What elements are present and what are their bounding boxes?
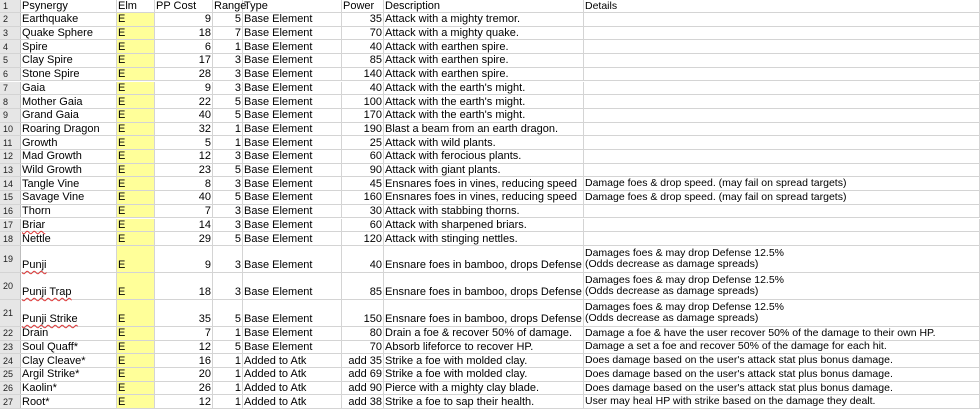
element-cell[interactable]: E: [117, 232, 155, 245]
type-cell[interactable]: Base Element: [243, 150, 342, 163]
details-cell[interactable]: Damage a foe & have the user recover 50% of the damage to their own HP.: [584, 327, 980, 340]
description-cell[interactable]: Ensnares foes in vines, reducing speed: [384, 191, 584, 204]
type-cell[interactable]: Base Element: [243, 341, 342, 354]
type-cell[interactable]: Added to Atk: [243, 395, 342, 408]
description-cell[interactable]: Attack with the earth's might.: [384, 95, 584, 108]
element-cell[interactable]: E: [117, 205, 155, 218]
row-header[interactable]: 26: [0, 382, 21, 395]
row-header[interactable]: 7: [0, 82, 21, 95]
name-cell[interactable]: Briar: [21, 219, 117, 232]
pp-cost-cell[interactable]: 23: [155, 164, 213, 177]
pp-cost-cell[interactable]: 12: [155, 341, 213, 354]
details-cell[interactable]: Damages foes & may drop Defense 12.5% (Odds decrease as damage spreads): [584, 246, 980, 272]
row-header[interactable]: 3: [0, 27, 21, 40]
description-cell[interactable]: Strike a foe with molded clay.: [384, 354, 584, 367]
table-row: [0, 395, 980, 409]
table-row: [0, 232, 980, 246]
table-row: [0, 382, 980, 396]
row-header[interactable]: 25: [0, 368, 21, 381]
power-cell[interactable]: 90: [342, 164, 384, 177]
range-cell[interactable]: 3: [213, 150, 243, 163]
pp-cost-cell[interactable]: 12: [155, 150, 213, 163]
type-cell[interactable]: Base Element: [243, 136, 342, 149]
details-cell[interactable]: Does damage based on the user's attack stat plus bonus damage.: [584, 354, 980, 367]
details-cell[interactable]: Damages foes & may drop Defense 12.5% (Odds decrease as damage spreads): [584, 273, 980, 299]
details-cell[interactable]: [584, 136, 980, 149]
row-header[interactable]: 16: [0, 205, 21, 218]
name-cell[interactable]: Argil Strike*: [21, 368, 117, 381]
type-cell[interactable]: Added to Atk: [243, 354, 342, 367]
details-cell[interactable]: Does damage based on the user's attack stat plus bonus damage.: [584, 368, 980, 381]
element-cell[interactable]: E: [117, 327, 155, 340]
column-header-type[interactable]: Type: [243, 0, 342, 12]
table-row: [0, 354, 980, 368]
range-cell[interactable]: 1: [213, 395, 243, 408]
pp-cost-cell[interactable]: 26: [155, 382, 213, 395]
description-cell[interactable]: Strike a foe to sap their health.: [384, 395, 584, 408]
power-cell[interactable]: 150: [342, 300, 384, 326]
power-cell[interactable]: 45: [342, 177, 384, 190]
row-header[interactable]: 9: [0, 109, 21, 122]
type-cell[interactable]: Base Element: [243, 219, 342, 232]
range-cell[interactable]: 3: [213, 273, 243, 299]
table-row: [0, 27, 980, 41]
pp-cost-cell[interactable]: 8: [155, 177, 213, 190]
column-header-pp-cost[interactable]: PP Cost: [155, 0, 213, 12]
description-cell[interactable]: Attack with ferocious plants.: [384, 150, 584, 163]
type-cell[interactable]: Base Element: [243, 300, 342, 326]
row-header[interactable]: 15: [0, 191, 21, 204]
name-cell[interactable]: Punji Strike: [21, 300, 117, 326]
type-cell[interactable]: Base Element: [243, 273, 342, 299]
row-header[interactable]: 20: [0, 273, 21, 299]
type-cell[interactable]: Base Element: [243, 191, 342, 204]
column-header-power[interactable]: Power: [342, 0, 384, 12]
type-cell[interactable]: Base Element: [243, 205, 342, 218]
row-header[interactable]: 21: [0, 300, 21, 326]
name-cell[interactable]: Punji Trap: [21, 273, 117, 299]
table-row: [0, 164, 980, 178]
table-row: [0, 368, 980, 382]
power-cell[interactable]: 190: [342, 123, 384, 136]
power-cell[interactable]: 25: [342, 136, 384, 149]
element-cell[interactable]: E: [117, 246, 155, 272]
element-cell[interactable]: E: [117, 54, 155, 67]
table-row: [0, 177, 980, 191]
row-header[interactable]: 4: [0, 40, 21, 53]
table-row: [0, 300, 980, 327]
power-cell[interactable]: 140: [342, 68, 384, 81]
range-cell[interactable]: 3: [213, 54, 243, 67]
table-row: [0, 219, 980, 233]
row-header[interactable]: 2: [0, 13, 21, 26]
pp-cost-cell[interactable]: 7: [155, 327, 213, 340]
type-cell[interactable]: Base Element: [243, 164, 342, 177]
row-header[interactable]: 8: [0, 95, 21, 108]
pp-cost-cell[interactable]: 9: [155, 246, 213, 272]
description-cell[interactable]: Ensnare foes in bamboo, drops Defense: [384, 246, 584, 272]
range-cell[interactable]: 5: [213, 300, 243, 326]
details-cell[interactable]: Does damage based on the user's attack stat plus bonus damage.: [584, 382, 980, 395]
row-header[interactable]: 27: [0, 395, 21, 408]
name-cell[interactable]: Growth: [21, 136, 117, 149]
table-row: [0, 341, 980, 355]
table-row: [0, 191, 980, 205]
details-cell[interactable]: [584, 82, 980, 95]
name-cell[interactable]: Earthquake: [21, 13, 117, 26]
row-header[interactable]: 12: [0, 150, 21, 163]
element-cell[interactable]: E: [117, 354, 155, 367]
row-header[interactable]: 14: [0, 177, 21, 190]
type-cell[interactable]: Base Element: [243, 68, 342, 81]
row-header[interactable]: 11: [0, 136, 21, 149]
range-cell[interactable]: 3: [213, 68, 243, 81]
name-cell[interactable]: Wild Growth: [21, 164, 117, 177]
column-header-elm[interactable]: Elm: [117, 0, 155, 12]
description-cell[interactable]: Attack with the earth's might.: [384, 109, 584, 122]
element-cell[interactable]: E: [117, 395, 155, 408]
name-cell[interactable]: Soul Quaff*: [21, 341, 117, 354]
column-header-psynergy[interactable]: Psynergy: [21, 0, 117, 12]
element-cell[interactable]: E: [117, 368, 155, 381]
table-row: [0, 95, 980, 109]
row-header[interactable]: 19: [0, 246, 21, 272]
name-cell[interactable]: Savage Vine: [21, 191, 117, 204]
range-cell[interactable]: 3: [213, 246, 243, 272]
element-cell[interactable]: E: [117, 109, 155, 122]
element-cell[interactable]: E: [117, 191, 155, 204]
power-cell[interactable]: add 90: [342, 382, 384, 395]
range-cell[interactable]: 5: [213, 341, 243, 354]
description-cell[interactable]: Attack with giant plants.: [384, 164, 584, 177]
row-header[interactable]: 22: [0, 327, 21, 340]
details-cell[interactable]: [584, 27, 980, 40]
element-cell[interactable]: E: [117, 27, 155, 40]
row-header[interactable]: 24: [0, 354, 21, 367]
element-cell[interactable]: E: [117, 13, 155, 26]
range-cell[interactable]: 1: [213, 382, 243, 395]
name-cell[interactable]: Tangle Vine: [21, 177, 117, 190]
power-cell[interactable]: 30: [342, 205, 384, 218]
type-cell[interactable]: Added to Atk: [243, 382, 342, 395]
row-header[interactable]: 18: [0, 232, 21, 245]
pp-cost-cell[interactable]: 12: [155, 395, 213, 408]
power-cell[interactable]: 40: [342, 246, 384, 272]
range-cell[interactable]: 3: [213, 219, 243, 232]
type-cell[interactable]: Base Element: [243, 109, 342, 122]
type-cell[interactable]: Base Element: [243, 54, 342, 67]
range-cell[interactable]: 3: [213, 205, 243, 218]
element-cell[interactable]: E: [117, 123, 155, 136]
pp-cost-cell[interactable]: 29: [155, 232, 213, 245]
power-cell[interactable]: 40: [342, 40, 384, 53]
name-cell[interactable]: Spire: [21, 40, 117, 53]
row-header[interactable]: 1: [0, 0, 21, 12]
element-cell[interactable]: E: [117, 40, 155, 53]
name-cell[interactable]: Mad Growth: [21, 150, 117, 163]
power-cell[interactable]: 100: [342, 95, 384, 108]
pp-cost-cell[interactable]: 5: [155, 136, 213, 149]
pp-cost-cell[interactable]: 22: [155, 95, 213, 108]
pp-cost-cell[interactable]: 9: [155, 13, 213, 26]
description-cell[interactable]: Absorb lifeforce to recover HP.: [384, 341, 584, 354]
details-cell[interactable]: [584, 219, 980, 232]
power-cell[interactable]: 60: [342, 219, 384, 232]
details-cell[interactable]: [584, 13, 980, 26]
power-cell[interactable]: add 35: [342, 354, 384, 367]
pp-cost-cell[interactable]: 28: [155, 68, 213, 81]
details-cell[interactable]: User may heal HP with strike based on the damage they dealt.: [584, 395, 980, 408]
row-header[interactable]: 10: [0, 123, 21, 136]
power-cell[interactable]: 70: [342, 341, 384, 354]
description-cell[interactable]: Pierce with a mighty clay blade.: [384, 382, 584, 395]
pp-cost-cell[interactable]: 17: [155, 54, 213, 67]
name-cell[interactable]: Mother Gaia: [21, 95, 117, 108]
type-cell[interactable]: Base Element: [243, 123, 342, 136]
table-row: [0, 150, 980, 164]
table-row: [0, 123, 980, 137]
table-row: [0, 136, 980, 150]
power-cell[interactable]: 85: [342, 273, 384, 299]
name-cell[interactable]: Root*: [21, 395, 117, 408]
description-cell[interactable]: Attack with earthen spire.: [384, 54, 584, 67]
type-cell[interactable]: Base Element: [243, 177, 342, 190]
name-cell[interactable]: Gaia: [21, 82, 117, 95]
pp-cost-cell[interactable]: 18: [155, 273, 213, 299]
power-cell[interactable]: 40: [342, 82, 384, 95]
power-cell[interactable]: 120: [342, 232, 384, 245]
element-cell[interactable]: E: [117, 95, 155, 108]
element-cell[interactable]: E: [117, 300, 155, 326]
row-header[interactable]: 6: [0, 68, 21, 81]
pp-cost-cell[interactable]: 32: [155, 123, 213, 136]
name-cell[interactable]: Grand Gaia: [21, 109, 117, 122]
range-cell[interactable]: 3: [213, 177, 243, 190]
description-cell[interactable]: Attack with earthen spire.: [384, 68, 584, 81]
name-cell[interactable]: Quake Sphere: [21, 27, 117, 40]
power-cell[interactable]: add 38: [342, 395, 384, 408]
table-row: [0, 327, 980, 341]
description-cell[interactable]: Attack with stabbing thorns.: [384, 205, 584, 218]
row-header[interactable]: 17: [0, 219, 21, 232]
element-cell[interactable]: E: [117, 219, 155, 232]
name-cell[interactable]: Nettle: [21, 232, 117, 245]
details-cell[interactable]: [584, 68, 980, 81]
power-cell[interactable]: 160: [342, 191, 384, 204]
column-header-details[interactable]: Details: [584, 0, 980, 12]
details-cell[interactable]: [584, 40, 980, 53]
range-cell[interactable]: 5: [213, 95, 243, 108]
element-cell[interactable]: E: [117, 273, 155, 299]
range-cell[interactable]: 7: [213, 27, 243, 40]
power-cell[interactable]: 35: [342, 13, 384, 26]
range-cell[interactable]: 1: [213, 354, 243, 367]
column-header-range[interactable]: Range: [214, 0, 247, 12]
power-cell[interactable]: 170: [342, 109, 384, 122]
details-cell[interactable]: [584, 205, 980, 218]
name-cell[interactable]: Roaring Dragon: [21, 123, 117, 136]
details-cell[interactable]: [584, 123, 980, 136]
element-cell[interactable]: E: [117, 382, 155, 395]
type-cell[interactable]: Base Element: [243, 13, 342, 26]
table-row: [0, 109, 980, 123]
pp-cost-cell[interactable]: 18: [155, 27, 213, 40]
name-cell[interactable]: Clay Spire: [21, 54, 117, 67]
power-cell[interactable]: 60: [342, 150, 384, 163]
details-cell[interactable]: Damage a set a foe and recover 50% of the damage for each hit.: [584, 341, 980, 354]
type-cell[interactable]: Base Element: [243, 95, 342, 108]
description-cell[interactable]: Blast a beam from an earth dragon.: [384, 123, 584, 136]
type-cell[interactable]: Base Element: [243, 82, 342, 95]
details-cell[interactable]: Damages foes & may drop Defense 12.5% (Odds decrease as damage spreads): [584, 300, 980, 326]
details-cell[interactable]: [584, 232, 980, 245]
pp-cost-cell[interactable]: 35: [155, 300, 213, 326]
table-row: [0, 68, 980, 82]
element-cell[interactable]: E: [117, 164, 155, 177]
name-cell[interactable]: Stone Spire: [21, 68, 117, 81]
description-cell[interactable]: Attack with wild plants.: [384, 136, 584, 149]
details-cell[interactable]: [584, 164, 980, 177]
range-cell[interactable]: 5: [213, 191, 243, 204]
table-row: [0, 205, 980, 219]
power-cell[interactable]: 85: [342, 54, 384, 67]
description-cell[interactable]: Attack with stinging nettles.: [384, 232, 584, 245]
pp-cost-cell[interactable]: 9: [155, 82, 213, 95]
type-cell[interactable]: Base Element: [243, 27, 342, 40]
details-cell[interactable]: [584, 54, 980, 67]
table-row: [0, 246, 980, 273]
description-cell[interactable]: Attack with a mighty tremor.: [384, 13, 584, 26]
details-cell[interactable]: Damage foes & drop speed. (may fail on spread targets): [584, 177, 980, 190]
element-cell[interactable]: E: [117, 177, 155, 190]
range-cell[interactable]: 5: [213, 164, 243, 177]
column-header-description[interactable]: Description: [384, 0, 584, 12]
pp-cost-cell[interactable]: 14: [155, 219, 213, 232]
table-row: [0, 54, 980, 68]
name-cell[interactable]: Drain: [21, 327, 117, 340]
name-cell[interactable]: Clay Cleave*: [21, 354, 117, 367]
details-cell[interactable]: [584, 150, 980, 163]
name-cell[interactable]: Punji: [21, 246, 117, 272]
range-cell[interactable]: 3: [213, 82, 243, 95]
type-cell[interactable]: Base Element: [243, 40, 342, 53]
description-cell[interactable]: Drain a foe & recover 50% of damage.: [384, 327, 584, 340]
table-row: [0, 82, 980, 96]
details-cell[interactable]: [584, 109, 980, 122]
pp-cost-cell[interactable]: 16: [155, 354, 213, 367]
table-row: [0, 13, 980, 27]
description-cell[interactable]: Attack with earthen spire.: [384, 40, 584, 53]
description-cell[interactable]: Attack with the earth's might.: [384, 82, 584, 95]
range-cell[interactable]: 1: [213, 327, 243, 340]
header-row: [0, 0, 980, 13]
type-cell[interactable]: Added to Atk: [243, 368, 342, 381]
description-cell[interactable]: Ensnare foes in bamboo, drops Defense: [384, 273, 584, 299]
pp-cost-cell[interactable]: 7: [155, 205, 213, 218]
range-cell[interactable]: 1: [213, 40, 243, 53]
name-cell[interactable]: Thorn: [21, 205, 117, 218]
type-cell[interactable]: Base Element: [243, 232, 342, 245]
power-cell[interactable]: 80: [342, 327, 384, 340]
pp-cost-cell[interactable]: 6: [155, 40, 213, 53]
name-cell[interactable]: Kaolin*: [21, 382, 117, 395]
element-cell[interactable]: E: [117, 150, 155, 163]
element-cell[interactable]: E: [117, 341, 155, 354]
range-cell[interactable]: 5: [213, 109, 243, 122]
description-cell[interactable]: Ensnare foes in bamboo, drops Defense: [384, 300, 584, 326]
range-cell[interactable]: 1: [213, 123, 243, 136]
description-cell[interactable]: Attack with sharpened briars.: [384, 219, 584, 232]
row-header[interactable]: 5: [0, 54, 21, 67]
table-row: [0, 273, 980, 300]
pp-cost-cell[interactable]: 40: [155, 109, 213, 122]
power-cell[interactable]: 70: [342, 27, 384, 40]
details-cell[interactable]: [584, 95, 980, 108]
pp-cost-cell[interactable]: 40: [155, 191, 213, 204]
element-cell[interactable]: E: [117, 136, 155, 149]
row-header[interactable]: 13: [0, 164, 21, 177]
row-header[interactable]: 23: [0, 341, 21, 354]
range-cell[interactable]: 5: [213, 232, 243, 245]
range-cell[interactable]: 1: [213, 136, 243, 149]
table-row: [0, 40, 980, 54]
details-cell[interactable]: Damage foes & drop speed. (may fail on spread targets): [584, 191, 980, 204]
power-cell[interactable]: add 69: [342, 368, 384, 381]
description-cell[interactable]: Attack with a mighty quake.: [384, 27, 584, 40]
type-cell[interactable]: Base Element: [243, 246, 342, 272]
range-cell[interactable]: 5: [213, 13, 243, 26]
element-cell[interactable]: E: [117, 82, 155, 95]
pp-cost-cell[interactable]: 20: [155, 368, 213, 381]
range-cell[interactable]: 1: [213, 368, 243, 381]
description-cell[interactable]: Strike a foe with molded clay.: [384, 368, 584, 381]
element-cell[interactable]: E: [117, 68, 155, 81]
description-cell[interactable]: Ensnares foes in vines, reducing speed: [384, 177, 584, 190]
type-cell[interactable]: Base Element: [243, 327, 342, 340]
